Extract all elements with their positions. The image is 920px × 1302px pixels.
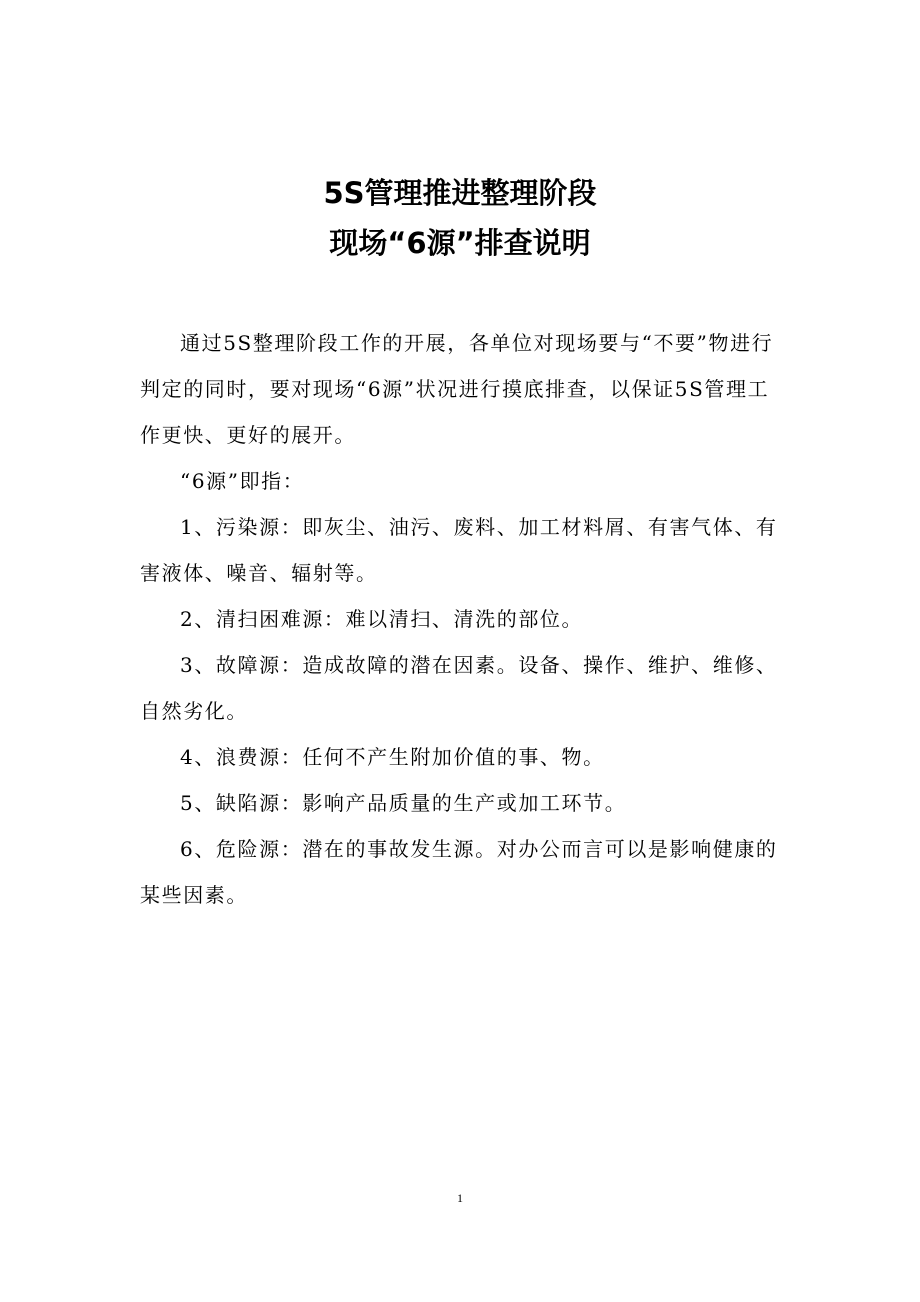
title-line-2: 现场“6源”排查说明 — [329, 226, 591, 260]
title-line-1: 5S管理推进整理阶段 — [323, 176, 597, 210]
paragraph-defect-source: 5、缺陷源：影响产品质量的生产或加工环节。 — [180, 791, 627, 815]
paragraph-cleaning-difficulty-source: 2、清扫困难源：难以清扫、清洗的部位。 — [180, 607, 584, 631]
paragraph-waste-source: 4、浪费源：任何不产生附加价值的事、物。 — [180, 745, 605, 769]
paragraph-pollution-source: 1、污染源：即灰尘、油污、废料、加工材料屑、有害气体、有害液体、噪音、辐射等。 — [140, 515, 778, 585]
document-body — [140, 320, 788, 918]
paragraph-definition-heading: “6源”即指： — [180, 469, 305, 493]
paragraph-hazard-source: 6、危险源：潜在的事故发生源。对办公而言可以是影响健康的某些因素。 — [140, 837, 778, 907]
paragraph-fault-source: 3、故障源：造成故障的潜在因素。设备、操作、维护、维修、自然劣化。 — [140, 653, 778, 723]
page-number: 1 — [457, 1191, 463, 1205]
document-title — [0, 168, 920, 268]
paragraph-intro: 通过5S整理阶段工作的开展，各单位对现场要与“不要”物进行判定的同时，要对现场“6源”状况进行摸底排查，以保证5S管理工作更快、更好的展开。 — [140, 331, 774, 447]
